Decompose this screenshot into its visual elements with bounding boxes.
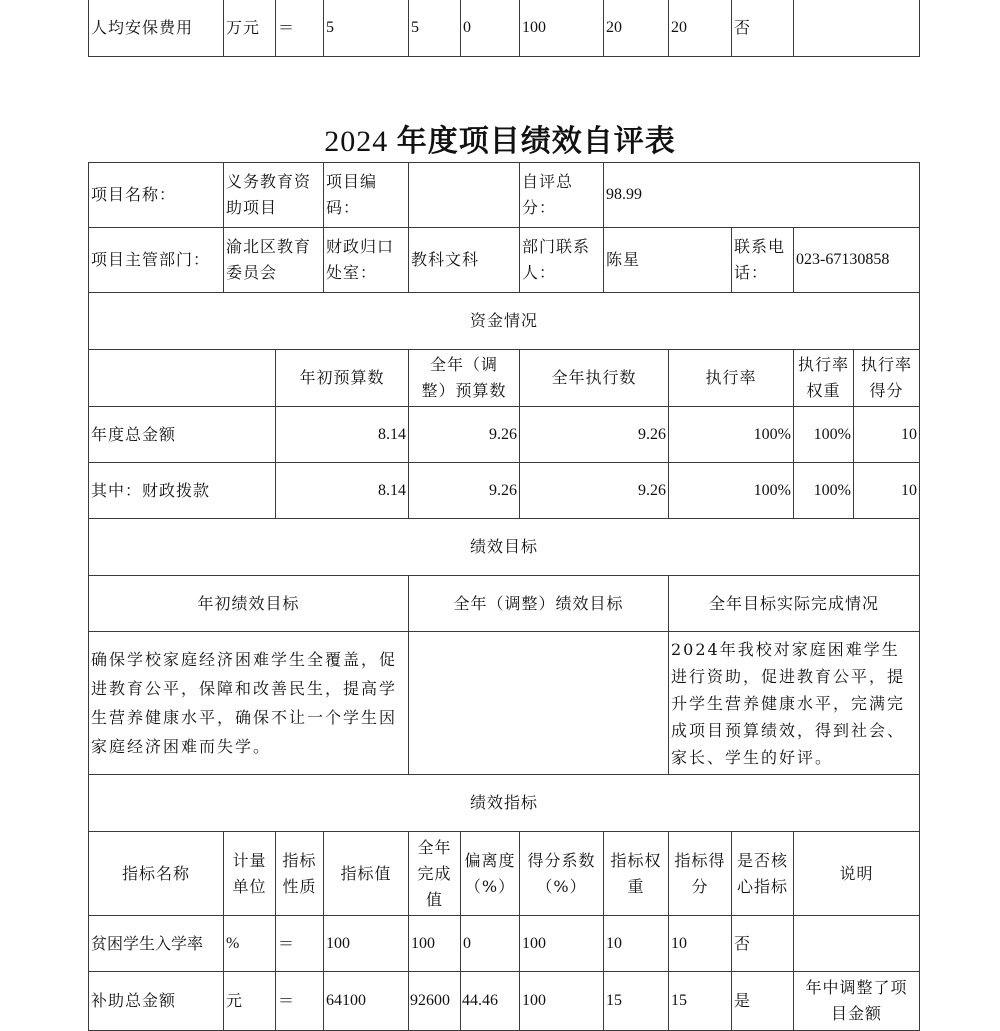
goals-header-0: 年初绩效目标 (197, 593, 300, 613)
funds-header-3: 全年执行数 (551, 368, 637, 387)
metric-deviation: 0 (463, 934, 471, 952)
goals-adjusted-cell (408, 631, 669, 775)
metric-target: 100 (326, 934, 350, 952)
goals-header-1: 全年（调整）绩效目标 (453, 593, 624, 613)
metric-note-cell (793, 0, 920, 57)
metric-score-cell (668, 915, 732, 972)
metrics-header-name (88, 831, 224, 916)
funds-row-executed (519, 406, 669, 463)
goals-header-adjusted (408, 575, 669, 632)
goals-actual-text: 2024年我校对家庭困难学生进行资助，促进教育公平，提升学生营养健康水平，完满完成项目预算绩效，得到社会、家长、学生的好评。 (671, 639, 906, 767)
funds-executed-value: 9.26 (638, 425, 666, 443)
funds-header-1: 年初预算数 (299, 368, 385, 387)
metrics-header-2: 指标性质 (282, 850, 317, 896)
contact-label: 部门联系人： (522, 237, 591, 282)
funds-row-score (853, 462, 920, 519)
funds-adjusted-value: 9.26 (489, 481, 517, 499)
project-name: 义务教育资助项目 (226, 172, 312, 217)
metric-unit-cell (223, 971, 276, 1031)
metrics-header-0: 指标名称 (121, 863, 190, 883)
funds-rate-value: 100% (753, 425, 791, 443)
metrics-header-core (731, 831, 794, 916)
metric-coef: 100 (522, 18, 546, 36)
funds-section-title: 资金情况 (469, 311, 538, 330)
phone-label-cell (731, 227, 794, 293)
metrics-header-5: 偏离度（%） (464, 850, 516, 896)
funds-section-title-cell (88, 292, 920, 350)
finance-office-label: 财政归口处室： (326, 237, 395, 282)
metric-nature: ＝ (278, 933, 296, 953)
metric-coef: 100 (522, 992, 546, 1009)
metrics-header-note (793, 831, 920, 916)
finance-office-cell (408, 227, 520, 293)
metric-weight: 20 (606, 18, 622, 36)
metrics-header-deviation (460, 831, 520, 916)
metric-score: 10 (671, 934, 687, 952)
metric-actual: 92600 (410, 992, 450, 1009)
metrics-header-7: 指标权重 (610, 850, 662, 896)
metric-name: 贫困学生入学率 (91, 933, 204, 953)
funds-row-label (88, 406, 276, 463)
metric-core: 否 (734, 17, 752, 37)
funds-header-executed (519, 349, 669, 407)
metric-nature: ＝ (278, 991, 296, 1010)
metrics-header-actual (408, 831, 461, 916)
metric-deviation-cell (460, 915, 520, 972)
dept-label-cell (88, 227, 224, 293)
dept: 渝北区教育委员会 (226, 237, 312, 282)
funds-row-initial (275, 462, 409, 519)
funds-score-value: 10 (901, 425, 917, 443)
metrics-header-8: 指标得分 (674, 850, 726, 896)
funds-header-5: 执行率权重 (797, 355, 849, 400)
funds-weight-value: 100% (813, 481, 851, 499)
funds-row-weight (793, 406, 854, 463)
metric-unit-cell (223, 0, 276, 57)
metric-unit: % (226, 934, 240, 952)
metric-nature-cell (275, 0, 324, 57)
metric-unit-cell (223, 915, 276, 972)
metrics-header-weight (603, 831, 669, 916)
metric-core: 是 (734, 991, 752, 1010)
metrics-header-coef (519, 831, 604, 916)
project-name-label: 项目名称： (91, 185, 177, 204)
metric-weight-cell (603, 0, 669, 57)
total-score-cell (603, 162, 920, 228)
metrics-header-unit (223, 831, 276, 916)
metric-coef-cell (519, 0, 604, 57)
metric-actual: 5 (411, 18, 419, 36)
goals-header-initial (88, 575, 409, 632)
metrics-header-target (323, 831, 409, 916)
metric-actual: 100 (411, 934, 435, 952)
metrics-header-nature (275, 831, 324, 916)
funds-header-2: 全年（调整）预算数 (421, 355, 507, 400)
contact-label-cell (519, 227, 604, 293)
dept-cell (223, 227, 324, 293)
metrics-header-1: 计量单位 (232, 850, 267, 896)
metric-weight: 10 (606, 934, 622, 952)
metric-name-cell (88, 971, 224, 1031)
funds-weight-value: 100% (813, 425, 851, 443)
funds-row-rate (668, 406, 794, 463)
metrics-section-title-cell (88, 774, 920, 832)
metric-coef-cell (519, 971, 604, 1031)
metric-deviation-cell (460, 971, 520, 1031)
metric-score-cell (668, 971, 732, 1031)
funds-header-weight (793, 349, 854, 407)
funds-executed-value: 9.26 (638, 481, 666, 499)
funds-initial-value: 8.14 (378, 425, 406, 443)
metric-nature-cell (275, 915, 324, 972)
metric-nature: ＝ (278, 17, 296, 37)
metric-weight-cell (603, 971, 669, 1031)
funds-score-value: 10 (901, 481, 917, 499)
funds-row-label (88, 462, 276, 519)
finance-office-label-cell (323, 227, 409, 293)
funds-header-adjusted (408, 349, 520, 407)
dept-label: 项目主管部门： (91, 250, 211, 269)
funds-row-initial (275, 406, 409, 463)
metrics-header-9: 是否核心指标 (736, 850, 788, 896)
metric-unit: 元 (226, 991, 244, 1010)
metric-core-cell (731, 0, 794, 57)
total-score-label: 自评总分： (522, 172, 574, 217)
metric-score-cell (668, 0, 732, 57)
metric-target-cell (323, 971, 409, 1031)
finance-office: 教科文科 (411, 250, 480, 269)
metric-deviation-cell (460, 0, 520, 57)
metric-weight: 15 (606, 992, 622, 1009)
funds-row-executed (519, 462, 669, 519)
goals-actual-cell (668, 631, 920, 775)
metric-name-cell (88, 915, 224, 972)
metric-target-cell (323, 0, 409, 57)
title-text: 年度项目绩效自评表 (388, 125, 676, 158)
metric-core: 否 (734, 933, 752, 953)
goals-initial-text: 确保学校家庭经济困难学生全覆盖，促进教育公平，保障和改善民生，提高学生营养健康水平，确保不让一个学生因家庭经济困难而失学。 (91, 650, 398, 756)
funds-header-6: 执行率得分 (860, 355, 912, 400)
total-score: 98.99 (606, 186, 642, 203)
metrics-header-3: 指标值 (340, 863, 392, 883)
project-code-label: 项目编码： (326, 172, 378, 217)
metrics-header-10: 说明 (839, 863, 874, 883)
metrics-header-score (668, 831, 732, 916)
metric-actual-cell (408, 915, 461, 972)
metric-core-cell (731, 915, 794, 972)
funds-row-label-text: 其中：财政拨款 (91, 480, 211, 500)
metric-note: 年中调整了项目金额 (805, 978, 908, 1023)
project-name-cell (223, 162, 324, 228)
goals-section-title: 绩效目标 (469, 537, 538, 556)
metric-name: 补助总金额 (91, 991, 177, 1010)
total-score-label-cell (519, 162, 604, 228)
title-year: 2024 (324, 125, 389, 158)
goals-header-2: 全年目标实际完成情况 (708, 593, 879, 613)
project-code-label-cell (323, 162, 409, 228)
metric-deviation: 44.46 (462, 992, 498, 1009)
goals-section-title-cell (88, 518, 920, 576)
funds-header-empty (88, 349, 276, 407)
page-title (0, 116, 1000, 160)
funds-initial-value: 8.14 (378, 481, 406, 499)
funds-header-score (853, 349, 920, 407)
funds-row-adjusted (408, 462, 520, 519)
metric-nature-cell (275, 971, 324, 1031)
metrics-section-title: 绩效指标 (469, 793, 538, 812)
metric-unit: 万元 (226, 17, 261, 37)
metric-actual-cell (408, 0, 461, 57)
funds-header-rate (668, 349, 794, 407)
funds-adjusted-value: 9.26 (489, 425, 517, 443)
metrics-header-6: 得分系数（%） (527, 850, 596, 896)
metric-weight-cell (603, 915, 669, 972)
metric-note-cell (793, 971, 920, 1031)
metric-target: 5 (326, 18, 334, 36)
metric-coef-cell (519, 915, 604, 972)
metric-actual-cell (408, 971, 461, 1031)
funds-header-initial (275, 349, 409, 407)
funds-row-score (853, 406, 920, 463)
project-name-label-cell (88, 162, 224, 228)
metric-score: 15 (671, 992, 687, 1009)
metric-name: 人均安保费用 (91, 17, 194, 37)
metric-name-cell (88, 0, 224, 57)
metric-note-cell (793, 915, 920, 972)
metric-deviation: 0 (463, 18, 471, 36)
phone-label: 联系电话： (734, 237, 786, 282)
goals-initial-cell (88, 631, 409, 775)
goals-header-actual (668, 575, 920, 632)
metric-target-cell (323, 915, 409, 972)
funds-row-weight (793, 462, 854, 519)
contact: 陈星 (606, 250, 641, 269)
metric-score: 20 (671, 18, 687, 36)
metric-coef: 100 (522, 934, 546, 952)
metrics-header-4: 全年完成值 (417, 837, 452, 909)
funds-row-label-text: 年度总金额 (91, 424, 177, 444)
metric-core-cell (731, 971, 794, 1031)
metric-target: 64100 (326, 992, 366, 1009)
funds-row-adjusted (408, 406, 520, 463)
project-code-cell (408, 162, 520, 228)
contact-cell (603, 227, 732, 293)
funds-rate-value: 100% (753, 481, 791, 499)
phone-cell (793, 227, 920, 293)
funds-row-rate (668, 462, 794, 519)
funds-header-4: 执行率 (705, 368, 757, 387)
phone: 023-67130858 (796, 251, 890, 268)
